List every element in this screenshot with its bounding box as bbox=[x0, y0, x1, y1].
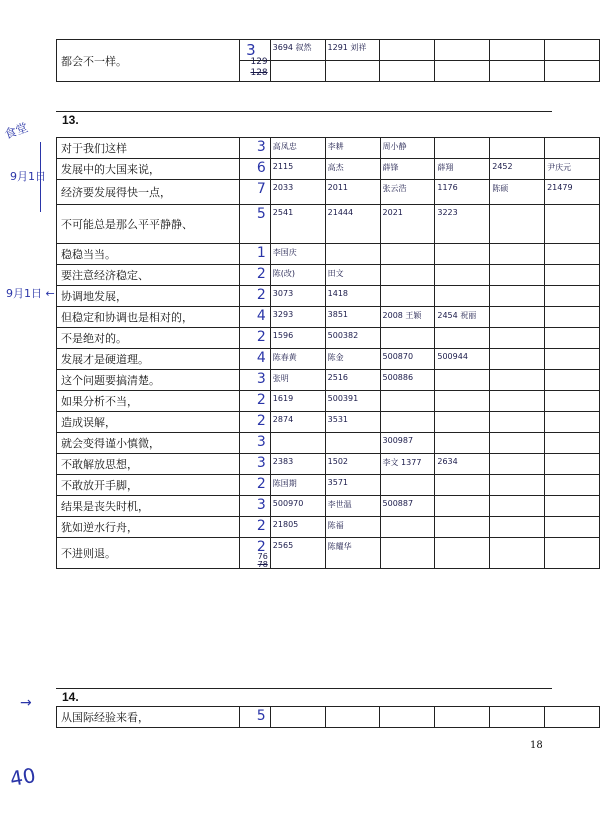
handwritten-count: 3 bbox=[246, 41, 256, 59]
handwritten-entry: 2454 祝丽 bbox=[437, 311, 477, 320]
phrase-cell: 发展中的大国来说， bbox=[57, 159, 240, 180]
table-row bbox=[57, 244, 600, 265]
handwritten-entry: 薛翔 bbox=[437, 163, 454, 172]
handwritten-entry: 500944 bbox=[437, 352, 468, 361]
entry-cell bbox=[545, 286, 600, 307]
entry-cell bbox=[435, 517, 490, 538]
count-value: 2 bbox=[256, 413, 266, 429]
entry-cell bbox=[325, 538, 380, 569]
handwritten-entry: 2008 王颖 bbox=[382, 311, 422, 320]
entry-cell bbox=[545, 538, 600, 569]
entry-cell bbox=[545, 138, 600, 159]
handwritten-entry: 2011 bbox=[327, 183, 349, 192]
table-row bbox=[57, 180, 600, 205]
phrase-cell: 犹如逆水行舟， bbox=[57, 517, 240, 538]
phrase-cell: 要注意经济稳定、 bbox=[57, 265, 240, 286]
handwritten-entry: 1291 刘祥 bbox=[327, 43, 367, 52]
entry-cell bbox=[325, 454, 380, 475]
entry-cell bbox=[490, 265, 545, 286]
entry-cell bbox=[380, 412, 435, 433]
entry-cell bbox=[545, 433, 600, 454]
table-row bbox=[57, 349, 600, 370]
count-cell bbox=[239, 349, 270, 370]
count-cell bbox=[239, 244, 270, 265]
entry-cell bbox=[545, 370, 600, 391]
handwritten-entry: 500391 bbox=[327, 394, 359, 403]
margin-note-date: 9月1日 bbox=[10, 170, 46, 183]
entry-cell bbox=[380, 307, 435, 328]
entry-cell bbox=[435, 391, 490, 412]
count-value: 3 bbox=[256, 434, 266, 450]
entry-cell bbox=[270, 707, 325, 728]
count-cell bbox=[239, 517, 270, 538]
phrase-cell: 协调地发展， bbox=[57, 286, 240, 307]
count-value: 2 bbox=[256, 392, 266, 408]
entry-cell bbox=[490, 159, 545, 180]
margin-note-handwritten: 食堂 bbox=[2, 120, 30, 142]
table-row bbox=[57, 538, 600, 569]
table-row bbox=[57, 475, 600, 496]
entry-cell bbox=[545, 412, 600, 433]
table-row bbox=[57, 433, 600, 454]
entry-cell bbox=[490, 328, 545, 349]
handwritten-entry: 田文 bbox=[327, 269, 344, 278]
handwritten-entry: 李文 1377 bbox=[382, 458, 422, 467]
entry-cell bbox=[490, 349, 545, 370]
handwritten-entry: 尹庆元 bbox=[547, 163, 572, 172]
entry-cell bbox=[270, 370, 325, 391]
entry-cell bbox=[325, 307, 380, 328]
entry-cell bbox=[325, 496, 380, 517]
handwritten-entry: 500886 bbox=[382, 373, 414, 382]
entry-cell bbox=[435, 265, 490, 286]
entry-cell bbox=[380, 265, 435, 286]
entry-cell bbox=[380, 391, 435, 412]
entry-cell bbox=[270, 138, 325, 159]
count-cell bbox=[239, 159, 270, 180]
entry-cell bbox=[545, 265, 600, 286]
handwritten-entry: 高杰 bbox=[327, 163, 344, 172]
phrase-cell: 就会变得谨小慎微， bbox=[57, 433, 240, 454]
entry-cell bbox=[380, 180, 435, 205]
entry-cell bbox=[490, 412, 545, 433]
handwritten-entry: 1619 bbox=[272, 394, 294, 403]
handwritten-entry: 李国庆 bbox=[272, 248, 297, 257]
count-value: 2 bbox=[256, 287, 266, 303]
entry-cell bbox=[490, 517, 545, 538]
entry-cell bbox=[270, 244, 325, 265]
count-cell bbox=[239, 180, 270, 205]
handwritten-entry: 陈(改) bbox=[272, 269, 296, 278]
handwritten-entry: 3694 叙然 bbox=[272, 43, 312, 52]
entry-cell bbox=[490, 391, 545, 412]
table-row bbox=[57, 707, 600, 728]
phrase-cell: 稳稳当当。 bbox=[57, 244, 240, 265]
entry-cell bbox=[325, 475, 380, 496]
entry-cell bbox=[435, 205, 490, 244]
entry-cell bbox=[325, 159, 380, 180]
entry-cell bbox=[545, 496, 600, 517]
phrase-cell: 经济要发展得快一点， bbox=[57, 180, 240, 205]
entry-cell bbox=[435, 180, 490, 205]
entry-cell bbox=[270, 159, 325, 180]
entry-cell bbox=[270, 180, 325, 205]
entry-cell bbox=[380, 286, 435, 307]
page-number: 18 bbox=[530, 740, 543, 751]
count-cell bbox=[239, 412, 270, 433]
entry-cell bbox=[270, 40, 325, 61]
entry-cell bbox=[545, 517, 600, 538]
handwritten-entry: 2115 bbox=[272, 162, 294, 171]
entry-cell bbox=[490, 496, 545, 517]
entry-cell bbox=[435, 61, 490, 82]
table-row bbox=[57, 391, 600, 412]
count-cell bbox=[239, 57, 270, 82]
handwritten-entry: 李世温 bbox=[327, 500, 352, 509]
entry-cell bbox=[380, 707, 435, 728]
entry-cell bbox=[270, 265, 325, 286]
table-row bbox=[57, 454, 600, 475]
margin-arrow: → bbox=[20, 695, 32, 711]
count-cell bbox=[239, 138, 270, 159]
entry-cell bbox=[325, 433, 380, 454]
entry-cell bbox=[325, 412, 380, 433]
handwritten-entry: 周小静 bbox=[382, 142, 407, 151]
table-row bbox=[57, 328, 600, 349]
handwritten-entry: 3293 bbox=[272, 310, 294, 319]
entry-cell bbox=[380, 454, 435, 475]
entry-cell bbox=[380, 138, 435, 159]
phrase-cell: 发展才是硬道理。 bbox=[57, 349, 240, 370]
table-row bbox=[57, 159, 600, 180]
entry-cell bbox=[490, 454, 545, 475]
entry-cell bbox=[435, 328, 490, 349]
phrase-cell: 不进则退。 bbox=[57, 538, 240, 569]
entry-cell bbox=[435, 307, 490, 328]
entry-cell bbox=[435, 707, 490, 728]
entry-cell bbox=[545, 475, 600, 496]
count-value: 7 bbox=[256, 181, 266, 197]
entry-cell bbox=[270, 496, 325, 517]
section-rule bbox=[56, 688, 552, 689]
entry-cell bbox=[380, 159, 435, 180]
handwritten-entry: 2033 bbox=[272, 183, 294, 192]
entry-cell bbox=[490, 40, 545, 61]
count-value: 2 bbox=[256, 329, 266, 345]
struck-total: 128 bbox=[250, 68, 268, 78]
entry-cell bbox=[545, 180, 600, 205]
entry-cell bbox=[490, 286, 545, 307]
handwritten-total: 76 bbox=[257, 552, 268, 561]
entry-cell bbox=[435, 475, 490, 496]
entry-cell bbox=[435, 286, 490, 307]
handwritten-entry: 陈国期 bbox=[272, 479, 297, 488]
handwritten-entry: 陈福 bbox=[327, 521, 344, 530]
entry-cell bbox=[380, 496, 435, 517]
entry-cell bbox=[325, 138, 380, 159]
entry-cell bbox=[270, 517, 325, 538]
count-cell bbox=[239, 454, 270, 475]
entry-cell bbox=[545, 328, 600, 349]
count-value: 1 bbox=[256, 245, 266, 261]
entry-cell bbox=[270, 433, 325, 454]
handwritten-entry: 3073 bbox=[272, 289, 294, 298]
handwritten-entry: 3851 bbox=[327, 310, 349, 319]
entry-cell bbox=[490, 138, 545, 159]
section-title: 13. bbox=[62, 113, 79, 127]
entry-cell bbox=[270, 349, 325, 370]
count-cell bbox=[239, 286, 270, 307]
entry-cell bbox=[325, 328, 380, 349]
phrase-cell: 不可能总是那么平平静静、 bbox=[57, 205, 240, 244]
entry-cell bbox=[545, 349, 600, 370]
handwritten-entry: 500870 bbox=[382, 352, 414, 361]
entry-cell bbox=[545, 454, 600, 475]
entry-cell bbox=[490, 475, 545, 496]
entry-cell bbox=[325, 391, 380, 412]
handwritten-entry: 薛锋 bbox=[382, 163, 399, 172]
entry-cell bbox=[435, 538, 490, 569]
handwritten-entry: 21444 bbox=[327, 208, 354, 217]
count-cell bbox=[239, 433, 270, 454]
entry-cell bbox=[490, 307, 545, 328]
entry-cell bbox=[325, 244, 380, 265]
entry-cell bbox=[435, 349, 490, 370]
handwritten-entry: 2452 bbox=[492, 162, 513, 171]
count-value: 3 bbox=[256, 455, 266, 471]
section-rule bbox=[56, 111, 552, 112]
count-cell bbox=[239, 391, 270, 412]
top-row-table bbox=[56, 39, 600, 82]
count-value: 2 bbox=[256, 476, 266, 492]
entry-cell bbox=[380, 370, 435, 391]
entry-cell bbox=[435, 370, 490, 391]
handwritten-entry: 陈金 bbox=[327, 353, 344, 362]
handwritten-total: 129 bbox=[250, 57, 268, 67]
handwritten-entry: 500382 bbox=[327, 331, 359, 340]
entry-cell bbox=[545, 244, 600, 265]
table-row bbox=[57, 286, 600, 307]
entry-cell bbox=[490, 180, 545, 205]
entry-cell bbox=[270, 475, 325, 496]
handwritten-entry: 500970 bbox=[272, 499, 304, 508]
count-value: 3 bbox=[256, 371, 266, 387]
table-row bbox=[57, 265, 600, 286]
entry-cell bbox=[545, 391, 600, 412]
count-value: 4 bbox=[256, 350, 266, 366]
entry-cell bbox=[545, 205, 600, 244]
handwritten-entry: 2565 bbox=[272, 541, 294, 550]
struck-total: 78 bbox=[257, 560, 268, 569]
handwritten-entry: 1176 bbox=[437, 183, 458, 192]
table-row bbox=[57, 205, 600, 244]
entry-cell bbox=[490, 538, 545, 569]
entry-cell bbox=[270, 328, 325, 349]
entry-cell bbox=[380, 328, 435, 349]
bottom-mark: 40 bbox=[8, 762, 38, 792]
entry-cell bbox=[490, 707, 545, 728]
count-value: 2 bbox=[256, 518, 266, 534]
handwritten-entry: 1502 bbox=[327, 457, 349, 466]
count-cell bbox=[239, 538, 270, 569]
count-cell bbox=[239, 370, 270, 391]
handwritten-entry: 张明 bbox=[272, 374, 289, 383]
entry-cell bbox=[380, 244, 435, 265]
phrase-cell: 造成误解， bbox=[57, 412, 240, 433]
phrase-cell: 对于我们这样 bbox=[57, 138, 240, 159]
entry-cell bbox=[545, 40, 600, 61]
entry-cell bbox=[270, 538, 325, 569]
section-title: 14. bbox=[62, 690, 79, 704]
handwritten-entry: 3571 bbox=[327, 478, 349, 487]
phrase-cell: 结果是丧失时机， bbox=[57, 496, 240, 517]
table-row bbox=[57, 138, 600, 159]
count-value: 6 bbox=[256, 160, 266, 176]
table-row bbox=[57, 307, 600, 328]
entry-cell bbox=[325, 349, 380, 370]
handwritten-entry: 2874 bbox=[272, 415, 294, 424]
entry-cell bbox=[325, 707, 380, 728]
entry-cell bbox=[380, 40, 435, 61]
entry-cell bbox=[325, 370, 380, 391]
entry-cell bbox=[325, 205, 380, 244]
count-cell bbox=[239, 496, 270, 517]
handwritten-entry: 500887 bbox=[382, 499, 414, 508]
handwritten-entry: 张云浩 bbox=[382, 184, 407, 193]
count-cell bbox=[239, 205, 270, 244]
entry-cell bbox=[270, 205, 325, 244]
table-row bbox=[57, 412, 600, 433]
entry-cell bbox=[435, 412, 490, 433]
table-row bbox=[57, 517, 600, 538]
entry-cell bbox=[490, 433, 545, 454]
entry-cell bbox=[325, 180, 380, 205]
phrase-cell: 如果分析不当， bbox=[57, 391, 240, 412]
section13-table bbox=[56, 137, 600, 569]
table-row bbox=[57, 370, 600, 391]
entry-cell bbox=[270, 412, 325, 433]
entry-cell bbox=[545, 61, 600, 82]
entry-cell bbox=[545, 307, 600, 328]
count-value: 2 bbox=[256, 266, 266, 282]
count-value: 3 bbox=[256, 139, 266, 155]
entry-cell bbox=[435, 433, 490, 454]
count-value: 2 bbox=[256, 539, 266, 555]
section14-table bbox=[56, 706, 600, 728]
entry-cell bbox=[435, 496, 490, 517]
count-value: 4 bbox=[256, 308, 266, 324]
handwritten-entry: 300987 bbox=[382, 436, 414, 445]
handwritten-entry: 1418 bbox=[327, 289, 349, 298]
entry-cell bbox=[380, 517, 435, 538]
phrase-cell: 但稳定和协调也是相对的， bbox=[57, 307, 240, 328]
entry-cell bbox=[380, 538, 435, 569]
entry-cell bbox=[435, 159, 490, 180]
handwritten-entry: 2541 bbox=[272, 208, 294, 217]
entry-cell bbox=[325, 286, 380, 307]
handwritten-entry: 3531 bbox=[327, 415, 349, 424]
margin-note-date-arrow: 9月1日 ← bbox=[6, 287, 55, 300]
phrase-cell: 都会不一样。 bbox=[57, 40, 240, 82]
margin-brace bbox=[40, 142, 41, 212]
phrase-cell: 不敢放开手脚， bbox=[57, 475, 240, 496]
phrase-cell: 从国际经验来看， bbox=[57, 707, 240, 728]
entry-cell bbox=[325, 40, 380, 61]
entry-cell bbox=[435, 138, 490, 159]
handwritten-entry: 李耕 bbox=[327, 142, 344, 151]
count-cell bbox=[239, 707, 270, 728]
entry-cell bbox=[270, 61, 325, 82]
handwritten-entry: 21479 bbox=[547, 183, 573, 192]
table-row bbox=[57, 496, 600, 517]
entry-cell bbox=[325, 265, 380, 286]
entry-cell bbox=[490, 244, 545, 265]
entry-cell bbox=[380, 433, 435, 454]
entry-cell bbox=[380, 205, 435, 244]
entry-cell bbox=[270, 454, 325, 475]
handwritten-entry: 陈硕 bbox=[492, 184, 509, 193]
phrase-cell: 不是绝对的。 bbox=[57, 328, 240, 349]
handwritten-entry: 陈耀华 bbox=[327, 542, 352, 551]
handwritten-entry: 陈春黄 bbox=[272, 353, 297, 362]
entry-cell bbox=[270, 391, 325, 412]
entry-cell bbox=[490, 61, 545, 82]
entry-cell bbox=[435, 40, 490, 61]
entry-cell bbox=[490, 370, 545, 391]
count-cell bbox=[239, 307, 270, 328]
entry-cell bbox=[325, 61, 380, 82]
handwritten-entry: 2516 bbox=[327, 373, 349, 382]
handwritten-entry: 21805 bbox=[272, 520, 299, 529]
handwritten-entry: 2634 bbox=[437, 457, 458, 466]
handwritten-entry: 2021 bbox=[382, 208, 403, 217]
entry-cell bbox=[325, 517, 380, 538]
count-cell bbox=[239, 475, 270, 496]
entry-cell bbox=[270, 286, 325, 307]
count-value: 5 bbox=[256, 708, 266, 724]
phrase-cell: 这个问题要搞清楚。 bbox=[57, 370, 240, 391]
count-value: 5 bbox=[256, 206, 266, 222]
entry-cell bbox=[435, 244, 490, 265]
count-cell bbox=[239, 265, 270, 286]
entry-cell bbox=[545, 707, 600, 728]
count-value: 3 bbox=[256, 497, 266, 513]
entry-cell bbox=[270, 307, 325, 328]
entry-cell bbox=[380, 61, 435, 82]
entry-cell bbox=[435, 454, 490, 475]
handwritten-entry: 2383 bbox=[272, 457, 294, 466]
phrase-cell: 不敢解放思想， bbox=[57, 454, 240, 475]
entry-cell bbox=[380, 349, 435, 370]
count-cell bbox=[239, 328, 270, 349]
handwritten-entry: 1596 bbox=[272, 331, 294, 340]
entry-cell bbox=[490, 205, 545, 244]
entry-cell bbox=[380, 475, 435, 496]
handwritten-entry: 高凤忠 bbox=[272, 142, 297, 151]
handwritten-entry: 3223 bbox=[437, 208, 458, 217]
entry-cell bbox=[545, 159, 600, 180]
